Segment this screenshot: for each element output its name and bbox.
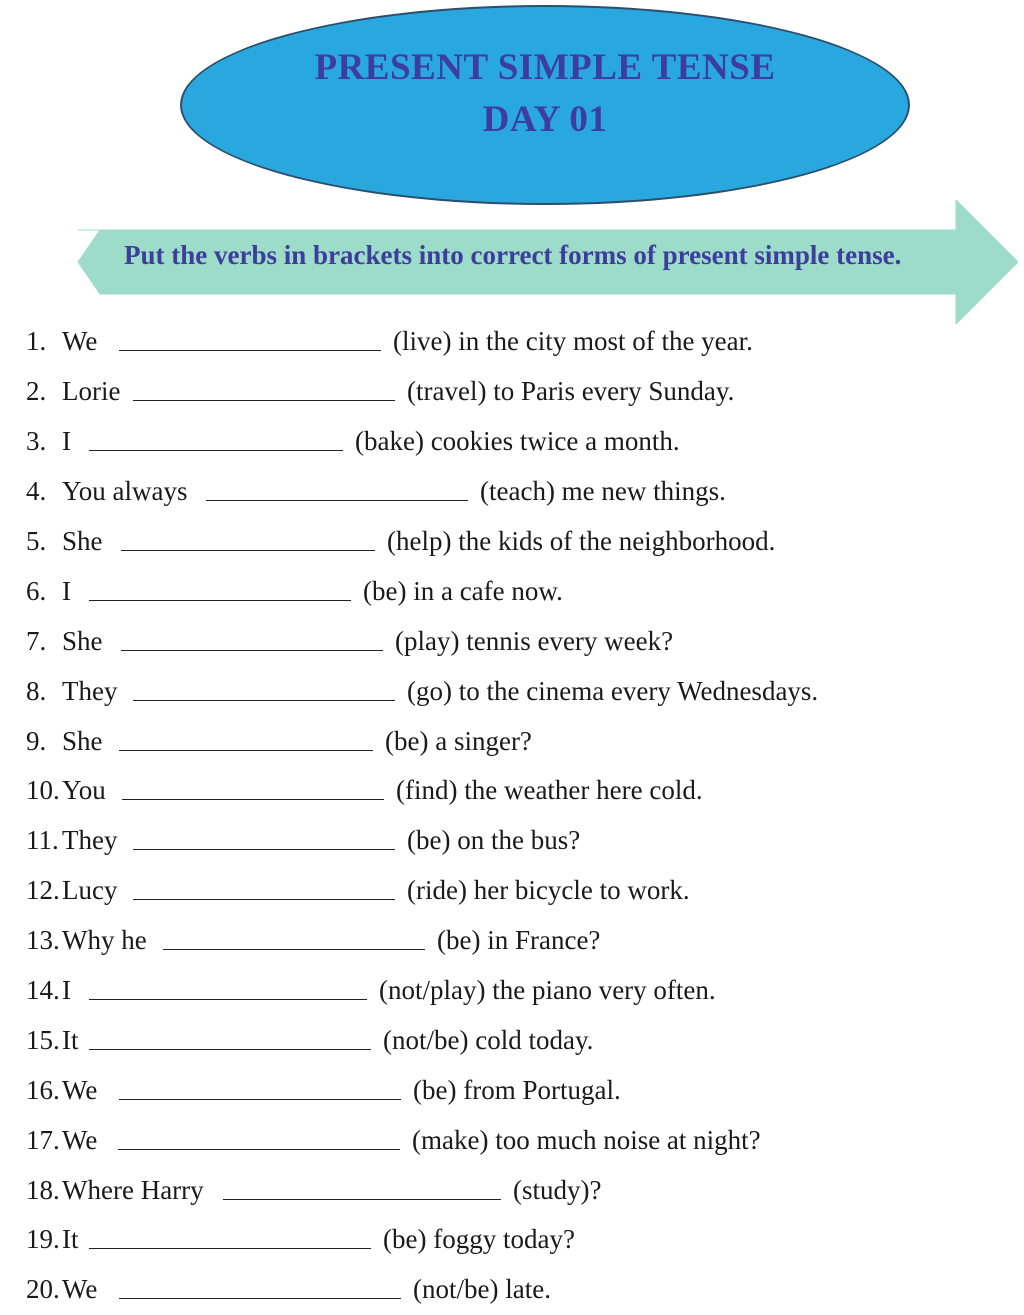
exercise-item bbox=[26, 566, 1006, 616]
item-number: 1. bbox=[26, 326, 47, 357]
item-subject: I bbox=[62, 975, 71, 1006]
answer-blank[interactable] bbox=[119, 1099, 401, 1100]
item-hint: (help) the kids of the neighborhood. bbox=[387, 526, 776, 556]
exercise-item bbox=[26, 766, 1006, 816]
item-subject: We bbox=[62, 1274, 98, 1305]
item-subject: We bbox=[62, 1124, 98, 1155]
item-subject: Lorie bbox=[62, 376, 121, 407]
item-hint: (be) in a cafe now. bbox=[363, 575, 563, 606]
exercise-item bbox=[26, 417, 1006, 467]
exercise-item bbox=[26, 816, 1006, 866]
item-subject: It bbox=[62, 1224, 79, 1255]
exercise-list bbox=[26, 317, 1006, 1315]
item-subject: We bbox=[62, 1074, 98, 1105]
exercise-item bbox=[26, 467, 1006, 517]
item-hint: (be) on the bus? bbox=[407, 825, 581, 856]
item-hint: (teach) me new things. bbox=[480, 476, 726, 507]
item-hint: (be) from Portugal. bbox=[413, 1074, 621, 1105]
item-subject: They bbox=[62, 825, 118, 856]
answer-blank[interactable] bbox=[223, 1199, 501, 1200]
answer-blank[interactable] bbox=[89, 450, 343, 451]
item-number: 15. bbox=[26, 1024, 60, 1055]
answer-blank[interactable] bbox=[89, 999, 367, 1000]
item-number: 17. bbox=[26, 1124, 60, 1155]
item-subject: Lucy bbox=[62, 875, 118, 906]
answer-blank[interactable] bbox=[89, 1049, 371, 1050]
item-subject: She bbox=[62, 625, 103, 656]
answer-blank[interactable] bbox=[118, 1149, 400, 1150]
item-number: 18. bbox=[26, 1174, 60, 1205]
item-subject: Why he bbox=[62, 925, 147, 956]
item-number: 13. bbox=[26, 925, 60, 956]
item-hint: (be) a singer? bbox=[385, 725, 532, 756]
answer-blank[interactable] bbox=[119, 1298, 401, 1299]
item-hint: (live) in the city most of the year. bbox=[393, 326, 753, 357]
item-subject: They bbox=[62, 675, 118, 706]
item-hint: (play) tennis every week? bbox=[395, 625, 674, 656]
item-hint: (find) the weather here cold. bbox=[396, 775, 703, 806]
item-subject: She bbox=[62, 526, 103, 556]
item-number: 3. bbox=[26, 426, 47, 457]
answer-blank[interactable] bbox=[133, 700, 395, 701]
answer-blank[interactable] bbox=[163, 949, 425, 950]
exercise-item bbox=[26, 517, 1006, 567]
item-number: 7. bbox=[26, 625, 47, 656]
item-number: 2. bbox=[26, 376, 47, 407]
item-number: 8. bbox=[26, 675, 47, 706]
exercise-item bbox=[26, 1265, 1006, 1315]
page-subtitle: DAY 01 bbox=[482, 99, 608, 140]
item-number: 14. bbox=[26, 975, 60, 1006]
item-hint: (be) foggy today? bbox=[383, 1224, 575, 1255]
item-number: 5. bbox=[26, 526, 47, 556]
item-number: 20. bbox=[26, 1274, 60, 1305]
exercise-item bbox=[26, 317, 1006, 367]
answer-blank[interactable] bbox=[89, 1248, 371, 1249]
item-hint: (not/play) the piano very often. bbox=[379, 975, 716, 1006]
answer-blank[interactable] bbox=[119, 350, 381, 351]
exercise-item bbox=[26, 916, 1006, 966]
answer-blank[interactable] bbox=[133, 849, 395, 850]
exercise-item bbox=[26, 1165, 1006, 1215]
answer-blank[interactable] bbox=[119, 750, 373, 751]
item-number: 9. bbox=[26, 725, 47, 756]
item-subject: You always bbox=[62, 476, 188, 507]
item-hint: (not/be) cold today. bbox=[383, 1024, 594, 1055]
exercise-item bbox=[26, 1115, 1006, 1165]
item-number: 12. bbox=[26, 875, 60, 906]
item-number: 11. bbox=[26, 825, 59, 856]
item-subject: You bbox=[62, 775, 106, 806]
answer-blank[interactable] bbox=[89, 600, 351, 601]
item-hint: (go) to the cinema every Wednesdays. bbox=[407, 675, 819, 706]
answer-blank[interactable] bbox=[121, 650, 383, 651]
answer-blank[interactable] bbox=[121, 550, 375, 551]
instruction-text: Put the verbs in brackets into correct forms of present simple tense. bbox=[124, 240, 902, 270]
exercise-item bbox=[26, 716, 1006, 766]
item-hint: (travel) to Paris every Sunday. bbox=[407, 376, 735, 407]
answer-blank[interactable] bbox=[206, 500, 468, 501]
item-hint: (bake) cookies twice a month. bbox=[355, 426, 680, 457]
exercise-item bbox=[26, 616, 1006, 666]
item-hint: (make) too much noise at night? bbox=[412, 1124, 761, 1155]
item-subject: It bbox=[62, 1024, 79, 1055]
exercise-item bbox=[26, 1065, 1006, 1115]
answer-blank[interactable] bbox=[122, 799, 384, 800]
page-title: PRESENT SIMPLE TENSE bbox=[314, 47, 776, 88]
item-number: 6. bbox=[26, 575, 47, 606]
item-number: 4. bbox=[26, 476, 47, 507]
item-subject: She bbox=[62, 725, 103, 756]
item-hint: (be) in France? bbox=[437, 925, 601, 956]
item-subject: We bbox=[62, 326, 98, 357]
exercise-item bbox=[26, 1215, 1006, 1265]
item-hint: (not/be) late. bbox=[413, 1274, 551, 1305]
exercise-item bbox=[26, 1015, 1006, 1065]
exercise-item bbox=[26, 866, 1006, 916]
item-subject: Where Harry bbox=[62, 1174, 204, 1205]
item-subject: I bbox=[62, 575, 71, 606]
item-subject: I bbox=[62, 426, 71, 457]
item-number: 19. bbox=[26, 1224, 60, 1255]
exercise-item bbox=[26, 666, 1006, 716]
answer-blank[interactable] bbox=[133, 400, 395, 401]
item-hint: (study)? bbox=[513, 1174, 602, 1205]
exercise-item bbox=[26, 966, 1006, 1016]
item-number: 10. bbox=[26, 775, 60, 806]
answer-blank[interactable] bbox=[133, 899, 395, 900]
exercise-item bbox=[26, 367, 1006, 417]
item-hint: (ride) her bicycle to work. bbox=[407, 875, 690, 906]
item-number: 16. bbox=[26, 1074, 60, 1105]
